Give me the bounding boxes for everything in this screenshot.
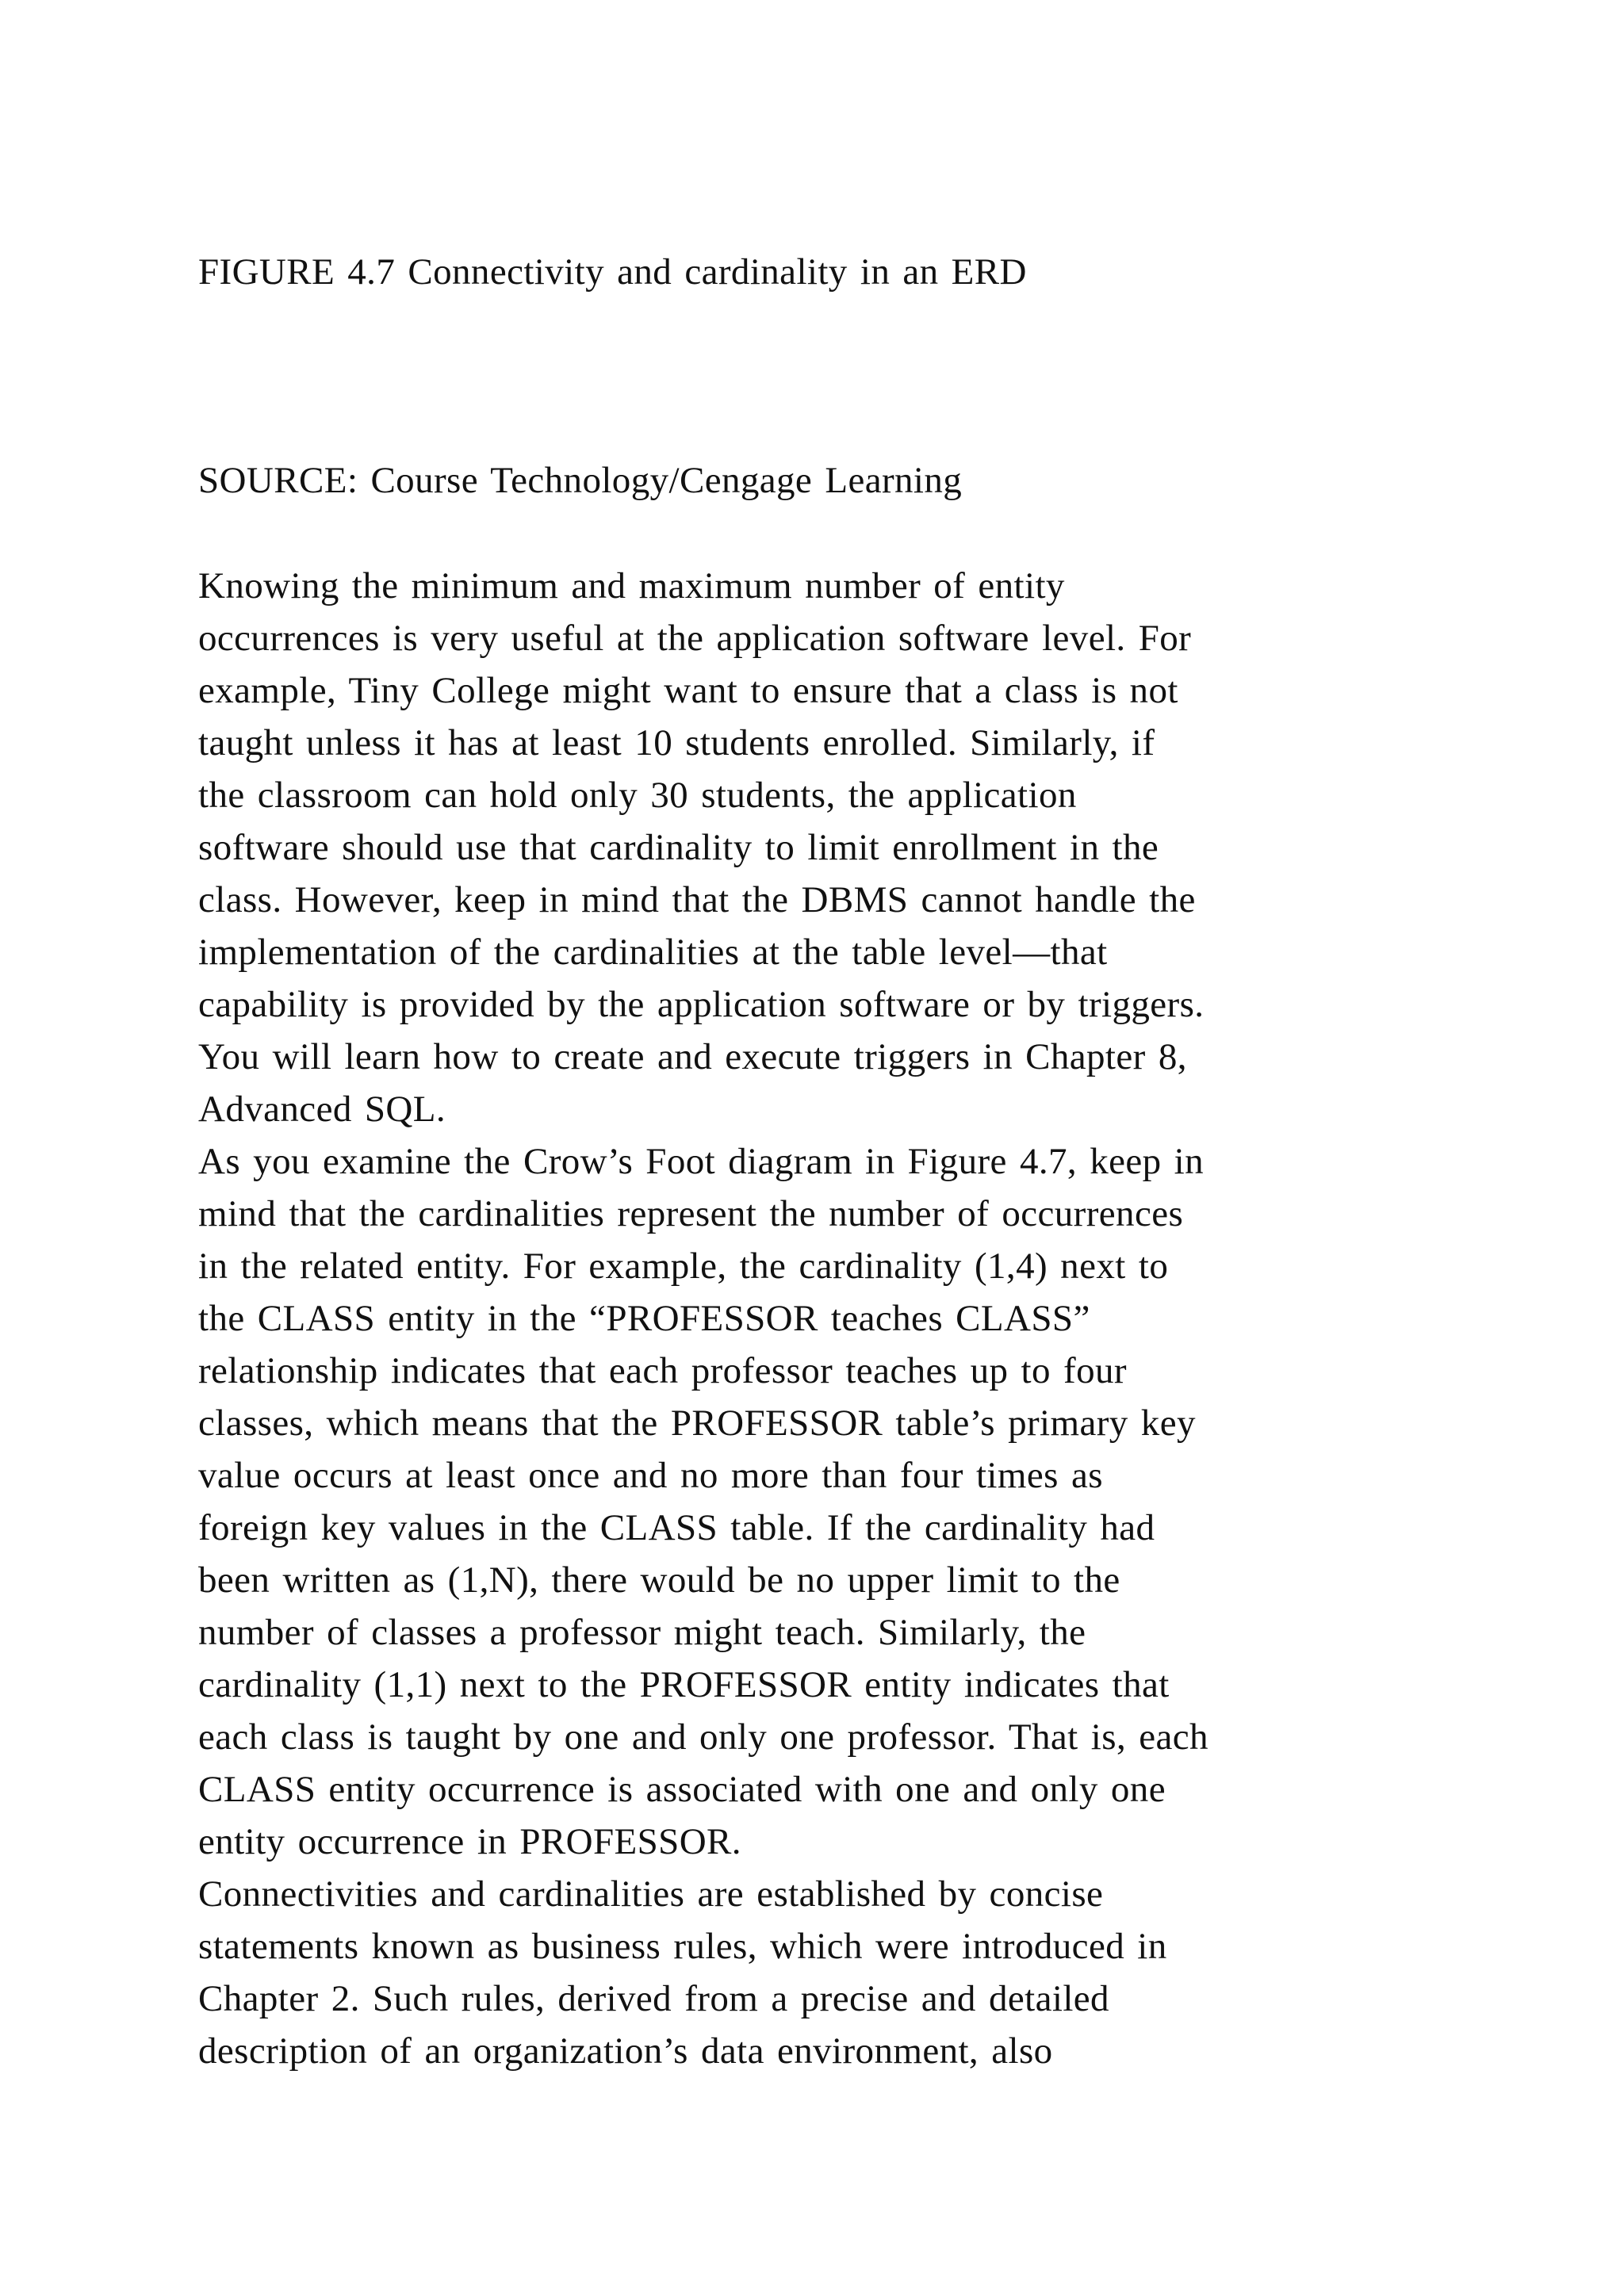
body-line: each class is taught by one and only one professor. That is, each [198, 1716, 1208, 1758]
body-line: number of classes a professor might teach. Similarly, the [198, 1612, 1086, 1653]
body-line: entity occurrence in PROFESSOR. [198, 1821, 741, 1862]
body-line: As you examine the Crow’s Foot diagram in Figure 4.7, keep in [198, 1141, 1205, 1182]
body-line: example, Tiny College might want to ensure that a class is not [198, 670, 1178, 711]
body-line: Advanced SQL. [198, 1089, 446, 1130]
body-line: the CLASS entity in the “PROFESSOR teaches CLASS” [198, 1298, 1090, 1339]
body-line: You will learn how to create and execute triggers in Chapter 8, [198, 1036, 1187, 1077]
body-line: in the related entity. For example, the cardinality (1,4) next to [198, 1246, 1169, 1287]
body-line: mind that the cardinalities represent the number of occurrences [198, 1193, 1184, 1234]
body-line: class. However, keep in mind that the DBMS cannot handle the [198, 879, 1196, 920]
body-line: cardinality (1,1) next to the PROFESSOR entity indicates that [198, 1664, 1170, 1705]
body-line: Chapter 2. Such rules, derived from a precise and detailed [198, 1978, 1109, 2019]
body-line: value occurs at least once and no more than four times as [198, 1455, 1103, 1496]
body-line: taught unless it has at least 10 students enrolled. Similarly, if [198, 722, 1155, 763]
body-line: foreign key values in the CLASS table. If the cardinality had [198, 1507, 1155, 1548]
body-line: Connectivities and cardinalities are established by concise [198, 1873, 1104, 1915]
body-line: Knowing the minimum and maximum number of entity [198, 565, 1065, 607]
body-line: been written as (1,N), there would be no upper limit to the [198, 1559, 1120, 1601]
body-line: relationship indicates that each professor teaches up to four [198, 1350, 1127, 1391]
body-line: statements known as business rules, which were introduced in [198, 1926, 1167, 1967]
body-line: software should use that cardinality to limit enrollment in the [198, 827, 1159, 868]
body-line: occurrences is very useful at the application software level. For [198, 618, 1192, 659]
figure-caption: FIGURE 4.7 Connectivity and cardinality in an ERD [198, 251, 1027, 293]
body-line: description of an organization’s data environment, also [198, 2030, 1053, 2072]
body-line: classes, which means that the PROFESSOR table’s primary key [198, 1402, 1196, 1444]
body-line: the classroom can hold only 30 students, the application [198, 775, 1077, 816]
body-line: capability is provided by the application software or by triggers. [198, 984, 1205, 1025]
source-line: SOURCE: Course Technology/Cengage Learning [198, 460, 963, 501]
body-line: implementation of the cardinalities at the table level—that [198, 932, 1108, 973]
body-line: CLASS entity occurrence is associated with one and only one [198, 1769, 1166, 1810]
